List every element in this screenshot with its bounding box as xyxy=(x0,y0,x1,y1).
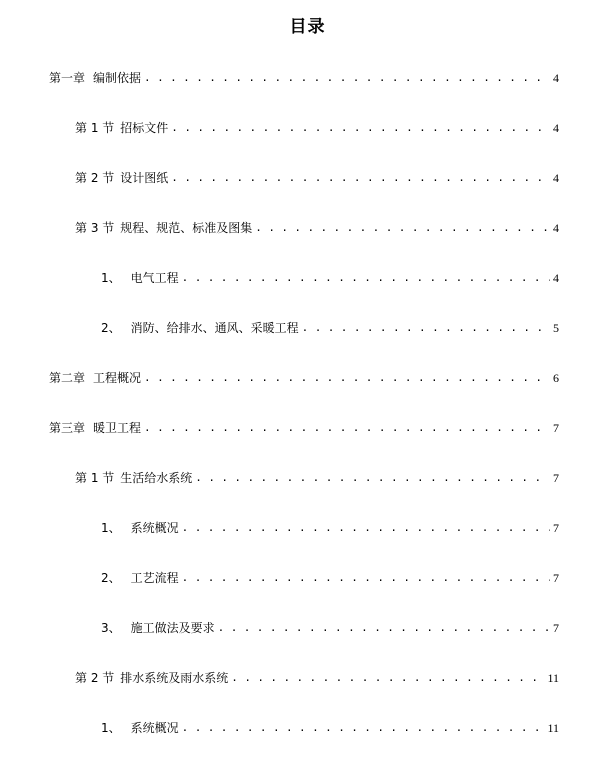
dot-leader xyxy=(171,169,550,187)
toc-entry-number: 1、 xyxy=(101,271,121,285)
toc-entry-number: 第 1 节 xyxy=(75,121,115,135)
toc-entry-label: 工艺流程 xyxy=(130,571,179,585)
toc-entry-page: 4 xyxy=(553,271,559,285)
toc-entry-section-3-2[interactable] xyxy=(75,669,559,687)
toc-entry-number: 2、 xyxy=(101,571,121,585)
toc-entry-page: 7 xyxy=(553,471,559,485)
toc-entry-label: 电气工程 xyxy=(130,271,179,285)
dot-leader xyxy=(144,69,550,87)
toc-entry-page: 6 xyxy=(553,371,559,385)
toc-entry-number: 2、 xyxy=(101,321,121,335)
toc-title: 目录 xyxy=(289,17,326,37)
toc-entry-item-3-2-1[interactable] xyxy=(101,719,559,737)
dot-leader xyxy=(144,369,550,387)
toc-entry-chapter-1[interactable] xyxy=(49,69,559,87)
toc-entry-number: 第二章 xyxy=(49,371,86,385)
toc-entry-number: 第 1 节 xyxy=(75,471,115,485)
toc-entry-number: 第 2 节 xyxy=(75,171,115,185)
toc-entry-item-1-3-2[interactable] xyxy=(101,319,559,337)
dot-leader xyxy=(231,669,544,687)
toc-entry-label: 招标文件 xyxy=(120,121,169,135)
toc-entry-number: 1、 xyxy=(101,521,121,535)
toc-entry-item-3-1-3[interactable] xyxy=(101,619,559,637)
toc-entry-section-1-2[interactable] xyxy=(75,169,559,187)
dot-leader xyxy=(144,419,550,437)
dot-leader xyxy=(302,319,550,337)
toc-entry-number: 第三章 xyxy=(49,421,86,435)
toc-entry-number: 第 2 节 xyxy=(75,671,115,685)
dot-leader xyxy=(182,569,550,587)
dot-leader xyxy=(182,269,550,287)
dot-leader xyxy=(255,219,550,237)
toc-entry-page: 7 xyxy=(553,421,559,435)
toc-entry-label: 施工做法及要求 xyxy=(130,621,215,635)
toc-entry-page: 4 xyxy=(553,221,559,235)
toc-entry-page: 7 xyxy=(553,571,559,585)
toc-entry-item-1-3-1[interactable] xyxy=(101,269,559,287)
toc-entry-page: 5 xyxy=(553,321,559,335)
toc-entry-page: 11 xyxy=(547,721,559,735)
toc-entry-label: 生活给水系统 xyxy=(120,471,193,485)
toc-entry-page: 4 xyxy=(553,121,559,135)
toc-entry-label: 排水系统及雨水系统 xyxy=(120,671,229,685)
toc-entry-page: 4 xyxy=(553,71,559,85)
dot-leader xyxy=(182,719,545,737)
toc-entry-section-1-3[interactable] xyxy=(75,219,559,237)
toc-entry-label: 系统概况 xyxy=(130,521,179,535)
dot-leader xyxy=(218,619,550,637)
toc-entry-number: 3、 xyxy=(101,621,121,635)
dot-leader xyxy=(195,469,550,487)
toc-entry-label: 规程、规范、标准及图集 xyxy=(120,221,253,235)
toc-entry-page: 7 xyxy=(553,621,559,635)
toc-entry-label: 编制依据 xyxy=(93,71,142,85)
toc-entry-label: 设计图纸 xyxy=(120,171,169,185)
dot-leader xyxy=(171,119,550,137)
toc-entry-item-3-1-2[interactable] xyxy=(101,569,559,587)
toc-entry-item-3-1-1[interactable] xyxy=(101,519,559,537)
toc-entry-label: 工程概况 xyxy=(93,371,142,385)
toc-entry-chapter-3[interactable] xyxy=(49,419,559,437)
toc-entry-page: 4 xyxy=(553,171,559,185)
toc-entry-section-3-1[interactable] xyxy=(75,469,559,487)
toc-entry-label: 暖卫工程 xyxy=(93,421,142,435)
toc-entry-number: 1、 xyxy=(101,721,121,735)
toc-entry-label: 系统概况 xyxy=(130,721,179,735)
toc-entry-section-1-1[interactable] xyxy=(75,119,559,137)
toc-entry-page: 7 xyxy=(553,521,559,535)
dot-leader xyxy=(182,519,550,537)
toc-entry-number: 第 3 节 xyxy=(75,221,115,235)
toc-entry-page: 11 xyxy=(547,671,559,685)
toc-entry-number: 第一章 xyxy=(49,71,86,85)
toc-entry-label: 消防、给排水、通风、采暖工程 xyxy=(130,321,299,335)
toc-entry-chapter-2[interactable] xyxy=(49,369,559,387)
